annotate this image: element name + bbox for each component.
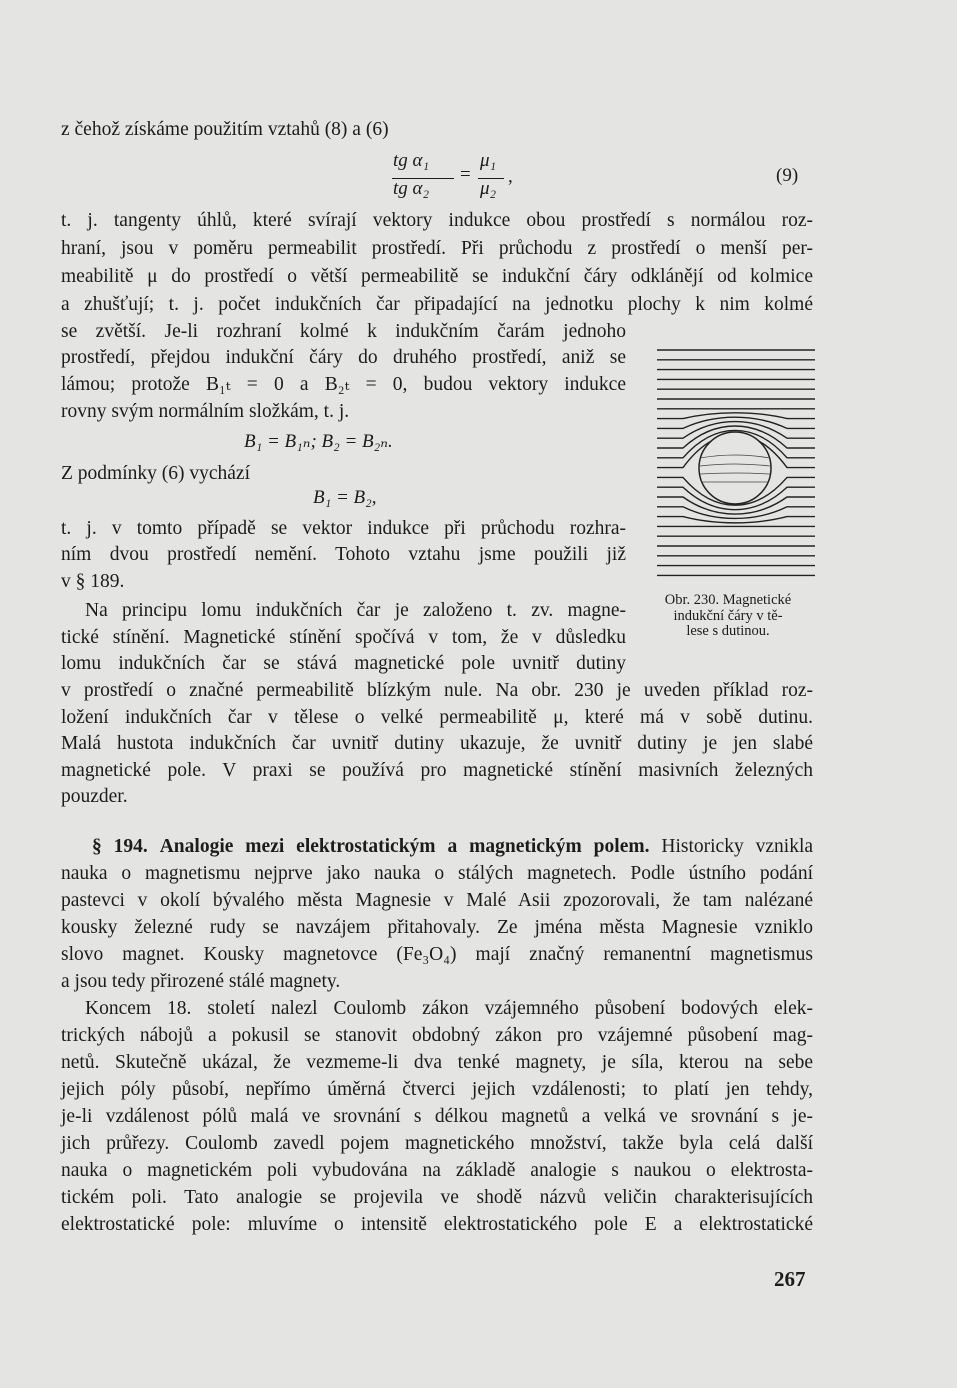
eq9-comma: , (508, 166, 513, 187)
text-line: prostředí, přejdou indukční čáry do druhého prostředí, aniž se (61, 347, 626, 368)
induction-line (657, 517, 815, 523)
text-line: magnetické pole. V praxi se používá pro magnetické stínění masivních železných (61, 760, 813, 781)
text-line: jich průřezy. Coulomb zavedl pojem magnetického množství, takže byla celá další (61, 1133, 813, 1154)
section-title: Analogie mezi elektrostatickým a magnetickým polem. (159, 836, 650, 857)
figure-230-induction-lines (655, 340, 817, 580)
eq9-numerator-left: tg α₁ (393, 150, 430, 171)
section-number: § 194. (92, 836, 148, 857)
text-line: ním dvou prostředí nemění. Tohoto vztahu jsme použili již (61, 544, 626, 565)
text-line: Koncem 18. století nalezl Coulomb zákon vzájemného působení bodových elek- (85, 998, 813, 1019)
text-line: v § 189. (61, 571, 125, 592)
section-heading-line (92, 833, 813, 860)
text-line: hraní, jsou v poměru permeabilit prostředí. Při průchodu z prostředí o menší per- (61, 238, 813, 259)
condition-line: Z podmínky (6) vychází (61, 463, 250, 484)
text-line: ložení indukčních čar v tělese o velké permeabilitě μ, které má v sobě dutinu. (61, 707, 813, 728)
caption-line: indukční čáry v tě- (673, 607, 783, 624)
text-span: Historicky vznikla (649, 836, 814, 857)
text-line: kousky železné rudy se navzájem přitahovaly. Ze jména města Magnesie vzniklo (61, 917, 813, 938)
text-line: nauka o magnetismu nejprve jako nauka o stálých magnetech. Podle ústního podání (61, 863, 813, 884)
text-line: netů. Skutečně ukázal, že vezmeme-li dva tenké magnety, je síla, kterou na sebe (61, 1052, 813, 1073)
caption-line: Obr. 230. Magnetické (664, 592, 792, 608)
text-line: se zvětší. Je-li rozhraní kolmé k indukčním čarám jednoho (61, 321, 626, 342)
eq9-denominator-right: μ₂ (480, 178, 497, 199)
text-line: nauka o magnetickém poli vybudována na základě analogie s naukou o elektrosta- (61, 1160, 813, 1181)
eq9-numerator-right: μ₁ (480, 150, 497, 171)
text-line: trických nábojů a pokusil se stanovit obdobný zákon pro vzájemné působení mag- (61, 1025, 813, 1046)
text-line: Na principu lomu indukčních čar je založeno t. zv. magne- (85, 600, 626, 621)
text-line: pouzder. (61, 786, 128, 807)
equation-b1-equals-b2: B₁ = B₂, (313, 487, 377, 508)
text-line: v prostředí o značné permeabilitě blízkým nule. Na obr. 230 je uveden příklad roz- (61, 680, 813, 701)
text-line: slovo magnet. Kousky magnetovce (Fe₃O₄) mají značný remanentní magnetismus (61, 944, 813, 965)
text-line: lámou; protože B₁ₜ = 0 a B₂ₜ = 0, budou vektory indukce (61, 374, 626, 395)
eq9-denominator-left: tg α₂ (393, 178, 430, 199)
figure-caption (648, 593, 808, 640)
text-line: t. j. v tomto případě se vektor indukce při průchodu rozhra- (61, 518, 626, 539)
eq9-equals: = (460, 164, 471, 185)
intro-line: z čehož získáme použitím vztahů (8) a (6) (61, 119, 389, 140)
text-line: Malá hustota indukčních čar uvnitř dutiny ukazuje, že uvnitř dutiny je jen slabé (61, 733, 813, 754)
equation-number: (9) (776, 165, 799, 186)
text-line: a jsou tedy přirozené stálé magnety. (61, 971, 341, 992)
text-line: lomu indukčních čar se stává magnetické pole uvnitř dutiny (61, 653, 626, 674)
equation-normal-components: B₁ = B₁ₙ; B₂ = B₂ₙ. (244, 431, 393, 452)
text-line: rovny svým normálním složkám, t. j. (61, 401, 350, 422)
text-line: tické stínění. Magnetické stínění spočívá v tom, že v důsledku (61, 627, 626, 648)
caption-line: lese s dutinou. (686, 623, 770, 639)
text-line: je-li vzdálenost pólů malá ve srovnání s délkou magnetů a velká ve srovnání s je- (61, 1106, 813, 1127)
text-line: a zhušťují; t. j. počet indukčních čar připadající na jednotku plochy k nim kolmé (61, 294, 813, 315)
page-number: 267 (774, 1267, 806, 1291)
text-line: pastevci v okolí bývalého města Magnesie v Malé Asii zpozorovali, že tam nalézané (61, 890, 813, 911)
text-line: tickém poli. Tato analogie se projevila ve shodě názvů veličin charakterisujících (61, 1187, 813, 1208)
text-line: meabilitě μ do prostředí o větší permeabilitě se indukční čáry odklánějí od kolmice (61, 266, 813, 287)
text-line: jejich póly působí, nepřímo úměrná čtverci jejich vzdálenosti; to platí jen tehdy, (61, 1079, 813, 1100)
text-line: t. j. tangenty úhlů, které svírají vektory indukce obou prostředí s normálou roz- (61, 210, 813, 231)
text-line: elektrostatické pole: mluvíme o intensitě elektrostatického pole E a elektrostatické (61, 1214, 813, 1235)
